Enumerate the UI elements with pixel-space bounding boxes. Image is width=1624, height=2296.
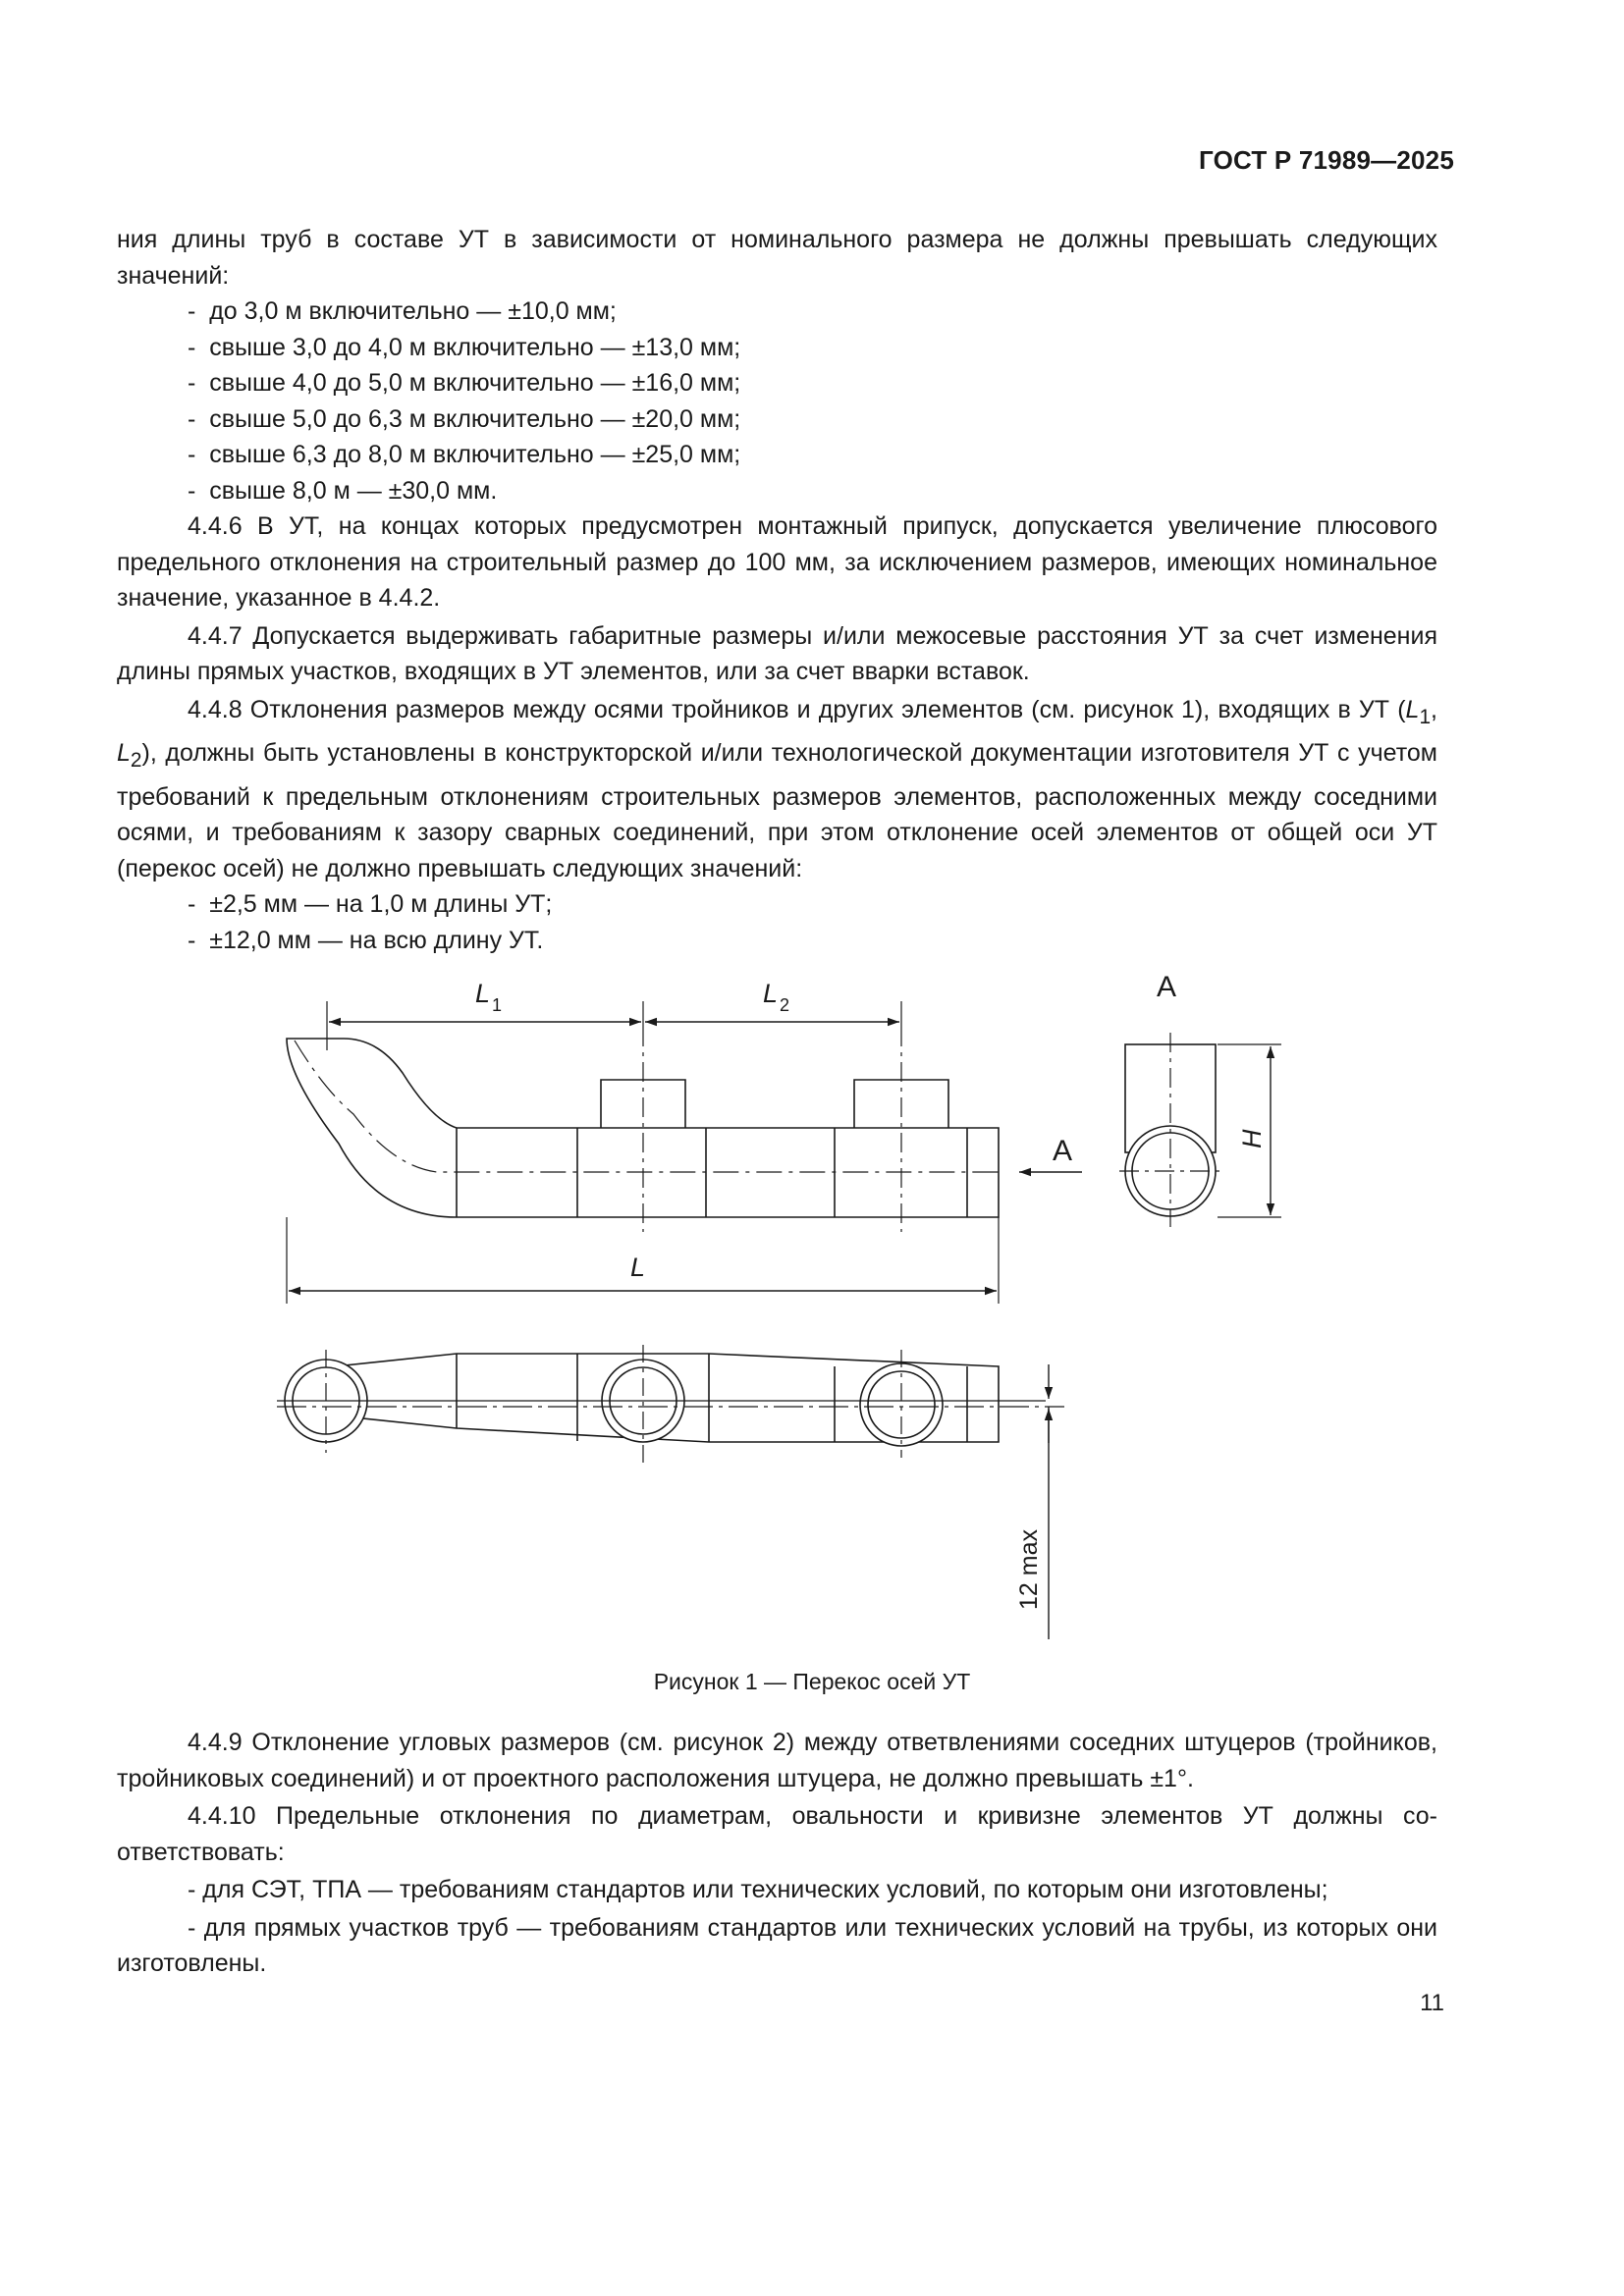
label-l2: L: [763, 979, 779, 1008]
figure-caption: Рисунок 1 — Перекос осей УТ: [653, 1669, 971, 1694]
paragraph-4-4-6: 4.4.6 В УТ, на концах которых предусмотрен монтажный припуск, допускается увеличение плюсового предельного отклонения на строительный размер до 100 мм, за исключением размеров, имеющих номинальное значение, указанное в 4.4.2.: [117, 512, 1437, 612]
body-text-bottom: [117, 1725, 1437, 1982]
dash: -: [188, 1876, 203, 1903]
paragraph-4-4-9: 4.4.9 Отклонение угловых размеров (см. рисунок 2) между ответвлениями соседних штуцеров (тройников, тройниковых соединений) и от проектного расположения штуцера, не должно превышать ±1°.: [117, 1729, 1437, 1792]
p448-part-a: 4.4.8 Отклонения размеров между осями тройников и других элементов (см. рисунок 1), входящих в УТ (: [188, 695, 1406, 723]
label-l2-sub: 2: [780, 995, 790, 1015]
list-item-text: для СЭТ, ТПА — требованиям стандартов или технических условий, по которым они изготовлены;: [202, 1876, 1328, 1903]
list-item-text: для прямых участков труб — требованиям стандартов или технических условий на трубы, из которых они изготовлены.: [117, 1913, 1437, 1977]
list-item: - свыше 3,0 до 4,0 м включительно — ±13,0 мм;: [117, 330, 1437, 366]
label-12max: 12 max: [1015, 1529, 1043, 1610]
list-item: - свыше 6,3 до 8,0 м включительно — ±25,0 мм;: [117, 437, 1437, 473]
l1-symbol: L: [1405, 695, 1420, 723]
list-item: - ±2,5 мм — на 1,0 м длины УТ;: [117, 886, 1437, 923]
paragraph-4-4-7: 4.4.7 Допускается выдерживать габаритные размеры и/или межосевые расстояния УТ за счет изменения длины прямых участков, входящих в УТ элементов, или за счет вварки вставок.: [117, 621, 1437, 685]
page-number: 11: [1420, 1990, 1444, 2016]
list-item: [117, 1910, 1437, 1982]
list-item: [117, 1872, 1437, 1908]
list-item: - свыше 4,0 до 5,0 м включительно — ±16,0 мм;: [117, 365, 1437, 401]
label-h: H: [1237, 1129, 1267, 1148]
l2-subscript: 2: [130, 749, 142, 772]
assembly-front-view: [287, 1027, 999, 1232]
list-item: - свыше 8,0 м — ±30,0 мм.: [117, 473, 1437, 509]
label-a-view: A: [1157, 971, 1177, 1003]
l1-subscript: 1: [1419, 705, 1432, 728]
l2-symbol: L: [117, 739, 131, 767]
label-l1-sub: 1: [492, 995, 503, 1015]
p448-part-b: ), должны быть установлены в конструкторской и/или технологической документации изготовителя УТ с учетом требований к предельным отклонениям строительных размеров элементов, расположенных между соседними осями, и требованиям к зазору сварных соединений, при этом отклонение осей элементов от общей оси УТ (перекос осей) не должно превышать следующих значений:: [117, 739, 1437, 882]
list-item: - свыше 5,0 до 6,3 м включительно — ±20,0 мм;: [117, 401, 1437, 438]
document-code: ГОСТ Р 71989—2025: [1199, 145, 1454, 175]
assembly-plan-view: [277, 1345, 1064, 1639]
p448-comma: ,: [1431, 695, 1437, 723]
list-item: - до 3,0 м включительно — ±10,0 мм;: [117, 294, 1437, 330]
label-l-total: L: [630, 1253, 646, 1282]
label-l1: L: [475, 979, 491, 1008]
label-a-arrow: A: [1053, 1135, 1073, 1167]
list-item: - ±12,0 мм — на всю длину УТ.: [117, 923, 1437, 959]
dash: -: [188, 1913, 204, 1942]
paragraph-4-4-10: 4.4.10 Предельные отклонения по диаметрам, овальности и кривизне элементов УТ должны соответствовать:: [117, 1802, 1437, 1866]
paragraph-intro: ния длины труб в составе УТ в зависимости от номинального размера не должны превышать следующих значений:: [117, 226, 1437, 290]
